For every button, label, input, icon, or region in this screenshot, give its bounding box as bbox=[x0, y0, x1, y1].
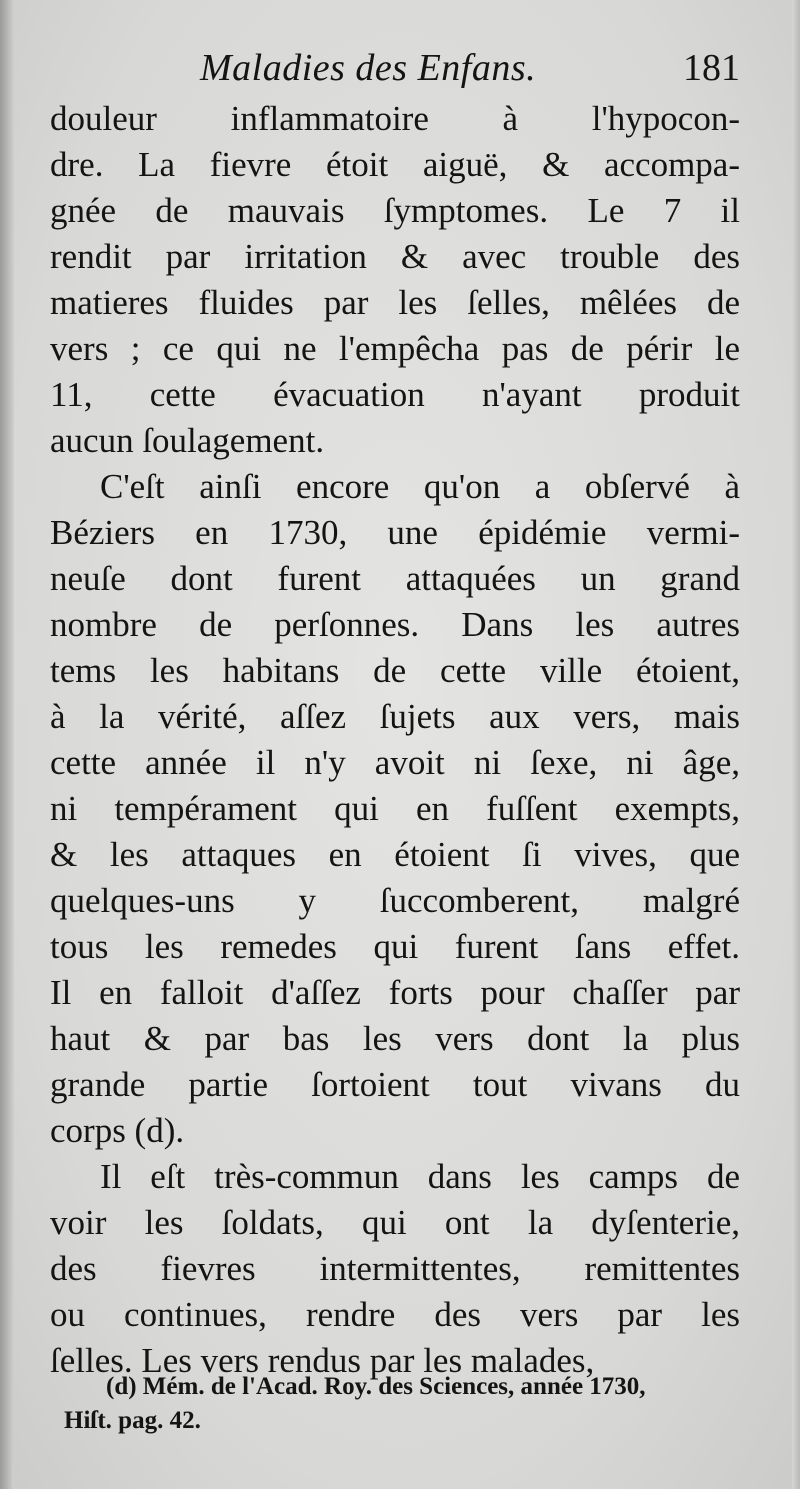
text-line: haut & par bas les vers dont la plus bbox=[50, 1019, 740, 1058]
text-line: ou continues, rendre des vers par les bbox=[50, 1295, 740, 1334]
footnote-line: Hiſt. pag. 42. bbox=[64, 1407, 201, 1434]
text-line: aucun ſoulagement. bbox=[50, 421, 325, 460]
text-line: quelques-uns y ſuccomberent, malgré bbox=[50, 881, 740, 920]
page-edge-shadow-right bbox=[792, 0, 800, 1489]
text-line: ſelles. Les vers rendus par les malades, bbox=[50, 1341, 595, 1380]
text-line: & les attaques en étoient ſi vives, que bbox=[50, 835, 740, 874]
text-line: cette année il n'y avoit ni ſexe, ni âge, bbox=[50, 743, 740, 782]
text-line: gnée de mauvais ſymptomes. Le 7 il bbox=[50, 191, 740, 230]
text-line: ni tempérament qui en fuſſent exempts, bbox=[50, 789, 740, 828]
paragraph bbox=[50, 464, 740, 1154]
text-line: tous les remedes qui furent ſans effet. bbox=[50, 927, 740, 966]
footnote-line: (d) Mém. de l'Acad. Roy. des Sciences, année 1730, bbox=[106, 1373, 646, 1400]
page-number: 181 bbox=[683, 47, 740, 89]
text-line: Il en falloit d'aſſez forts pour chaſſer par bbox=[50, 973, 740, 1012]
paragraph bbox=[50, 1154, 740, 1384]
text-line: dre. La fievre étoit aiguë, & accompa- bbox=[50, 145, 740, 184]
text-line: Il eſt très-commun dans les camps de bbox=[100, 1157, 740, 1196]
page-header bbox=[200, 46, 740, 100]
text-line: grande partie ſortoient tout vivans du bbox=[50, 1065, 740, 1104]
text-line: Béziers en 1730, une épidémie vermi- bbox=[50, 513, 740, 552]
text-line: voir les ſoldats, qui ont la dyſenterie, bbox=[50, 1203, 740, 1242]
text-line: tems les habitans de cette ville étoient, bbox=[50, 651, 740, 690]
running-title: Maladies des Enfans. bbox=[200, 47, 537, 89]
text-line: vers ; ce qui ne l'empêcha pas de périr le bbox=[50, 329, 740, 368]
text-line: rendit par irritation & avec trouble des bbox=[50, 237, 740, 276]
text-line: nombre de perſonnes. Dans les autres bbox=[50, 605, 740, 644]
paragraph bbox=[50, 96, 740, 464]
text-line: corps (d). bbox=[50, 1111, 185, 1150]
text-line: douleur inflammatoire à l'hypocon- bbox=[50, 99, 740, 138]
text-line: C'eſt ainſi encore qu'on a obſervé à bbox=[100, 467, 740, 506]
footnote bbox=[64, 1370, 754, 1438]
text-line: des fievres intermittentes, remittentes bbox=[50, 1249, 740, 1288]
text-line: matieres fluides par les ſelles, mêlées de bbox=[50, 283, 740, 322]
page-edge-shadow-left bbox=[0, 0, 14, 1489]
text-line: neuſe dont furent attaquées un grand bbox=[50, 559, 740, 598]
text-line: 11, cette évacuation n'ayant produit bbox=[50, 375, 740, 414]
text-line: à la vérité, aſſez ſujets aux vers, mais bbox=[50, 697, 740, 736]
body-text bbox=[50, 96, 740, 1384]
